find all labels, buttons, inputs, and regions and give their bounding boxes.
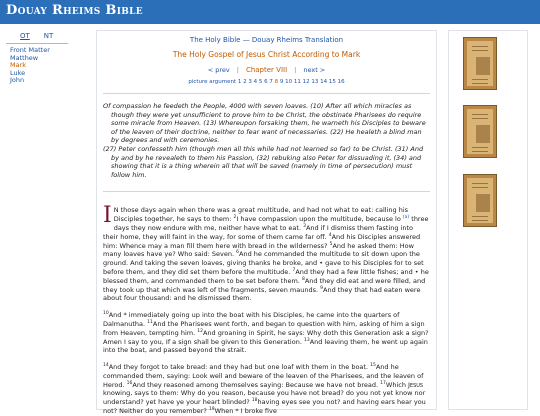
chapter-summary	[97, 94, 436, 179]
verse-number: 15	[370, 362, 376, 368]
drop-cap: I	[103, 203, 112, 229]
verse-text: And leaving them, he went up again into the boat, and passed beyond the strait.	[103, 337, 428, 355]
verse-number: 5	[329, 241, 333, 247]
verse-text: And groaning in Spirit, he says: Why doth this Generation ask a sign? Amen I say to you, If a sign shall be given to this Generation.	[103, 328, 429, 346]
verse-number: 7	[292, 267, 296, 273]
verse-text: And he commanded the multitude to sit down upon the ground. And taking the seven loaves, giving thanks he broke, and • gave to his Disciples for to set before them, and they did set them before the multitude.	[103, 250, 424, 276]
plate-image	[467, 109, 493, 154]
verse-number: 12	[197, 328, 203, 334]
picture-number-link[interactable]: 16	[337, 79, 345, 85]
plate-thumbnail[interactable]	[463, 37, 497, 90]
picture-number-link[interactable]: 1	[237, 79, 242, 85]
chapter-panel	[96, 30, 437, 416]
annotation-link[interactable]: (a)	[402, 214, 410, 220]
verse-text: And they did eat and were filled, and they took up that which was left of the fragments, seven maunds.	[103, 276, 426, 294]
verse-text: knowing, says to them: Why do you reason, because you have not bread? do you not yet know nor understand? yet have ye your heart blinded?	[103, 389, 426, 407]
verse-number: 9	[320, 285, 323, 291]
picture-number-link[interactable]: 6	[264, 79, 268, 85]
verse-text: having eyes see you not? and having ears hear you not? Neither do you remember?	[103, 398, 426, 416]
verse-text: Which	[385, 380, 406, 389]
book-title: The Holy Gospel of Jesus Christ According to Mark	[172, 50, 361, 59]
tab-divider	[6, 43, 68, 44]
picture-argument-label[interactable]: picture argument	[188, 79, 237, 85]
picture-number-link[interactable]: 15	[328, 79, 336, 85]
picture-number-link[interactable]: 14	[320, 79, 328, 85]
picture-number-link[interactable]: 12	[302, 79, 310, 85]
verse-text: And the Pharisees went forth, and began to question with him, asking of him a sign from Heaven, tempting him.	[103, 319, 425, 337]
divine-name: Jesus	[408, 380, 424, 389]
verse-number: 10	[103, 310, 109, 316]
picture-number-link[interactable]: 10	[285, 79, 293, 85]
tab-ot[interactable]: OT	[20, 32, 30, 40]
verse-text: And his Disciples answered him: Whence may a man fill them here with bread in the wilderness?	[103, 232, 421, 250]
book-link-luke[interactable]: Luke	[10, 68, 26, 77]
plate-thumbnail[interactable]	[463, 105, 497, 158]
verse-number: 17	[380, 380, 386, 386]
verse-number: 16	[126, 380, 133, 386]
verse-paragraph	[103, 363, 430, 416]
verse-number: 14	[103, 362, 109, 368]
verse-text: And they had a few little fishes; and • he blessed them, and commanded them to be set before them.	[103, 267, 429, 285]
prev-chapter-link[interactable]: < prev	[207, 66, 230, 74]
verse-text: And * immediately going up into the boat with his Disciples, he came into the quarters of Dalmanutha.	[103, 311, 400, 328]
verse-text: And if I dismiss them fasting into their home, they will faint in the way, for some of them came far off.	[103, 223, 414, 241]
verse-number: 4	[328, 232, 332, 238]
plate-thumbnails	[448, 30, 528, 410]
verse-number: 18	[251, 398, 258, 404]
book-link-front-matter[interactable]: Front Matter	[10, 46, 50, 54]
top-banner	[0, 0, 540, 24]
verse-number: 6	[236, 250, 240, 256]
picture-number-list	[238, 79, 345, 85]
book-link-john[interactable]: John	[10, 76, 25, 84]
chapter-header	[97, 31, 436, 89]
verse-text: When * I broke five	[214, 407, 277, 416]
testament-tabs	[6, 32, 70, 40]
summary-paragraph: (27) Peter confesseth him (though men all this while had not learned so far) to be Christ. (31) And by and by he revealeth to them his Passion, (32) rebuking also Peter for dissuading it, (34) and showing that it is a thing wherein all that will be saved (namely in time of persecution) must follow him.	[103, 144, 424, 179]
picture-number-link[interactable]: 8	[274, 79, 279, 85]
picture-number-link[interactable]: 9	[279, 79, 284, 85]
current-chapter: Chapter VIII	[245, 66, 288, 74]
nav-separator: |	[294, 66, 297, 74]
site-title[interactable]: Douay Rheims Bible	[6, 3, 143, 18]
plate-image	[467, 178, 493, 223]
picture-number-link[interactable]: 11	[293, 79, 301, 85]
verse-text: And they forgot to take bread: and they had but one loaf with them in the boat.	[108, 363, 369, 372]
book-sidebar	[6, 32, 70, 85]
tab-nt[interactable]: NT	[43, 32, 54, 40]
verse-number: 11	[147, 319, 153, 325]
picture-number-link[interactable]: 13	[311, 79, 319, 85]
picture-argument-nav	[97, 79, 436, 85]
chapter-text	[97, 203, 436, 416]
next-chapter-link[interactable]: next >	[303, 66, 326, 74]
verse-text: And they that had eaten were about four thousand: and he dismissed them.	[103, 285, 421, 303]
verse-number: 13	[303, 337, 310, 343]
verse-text: And he asked them: How many loaves have ye? Who said: Seven.	[103, 241, 414, 259]
nav-separator: |	[236, 66, 239, 74]
summary-paragraph: Of compassion he feedeth the People, 4000 with seven loaves. (10) After all which miracles as though they were yet unsufficient to prove him to be Christ, the obstinate Pharisees do require some miracle from Heaven. (13) Whereupon forsaking them, he warneth his Disciples to beware of the leaven of their doctrine, neither to fear want of necessaries. (22) He healeth a blind man by degrees and with ceremonies.	[103, 102, 426, 145]
book-link-matthew[interactable]: Matthew	[10, 53, 39, 62]
verse-paragraph	[103, 311, 430, 355]
verse-text: I have compassion upon the multitude, because lo	[236, 215, 401, 224]
picture-number-link[interactable]: 4	[253, 79, 258, 85]
chapter-nav	[97, 66, 436, 74]
plate-thumbnail[interactable]	[463, 174, 497, 227]
verse-text: And they reasoned among themselves saying: Because we have not bread.	[132, 380, 379, 389]
verse-text: N those days again when there was a great multitude, and had not what to eat: calling his Disciples together, he says to them:	[113, 206, 409, 224]
verse-text: three days they now endure with me, neither have what to eat.	[113, 215, 429, 232]
verse-number: 2	[233, 214, 237, 220]
verse-number: 19	[208, 406, 215, 412]
picture-number-link[interactable]: 2	[243, 79, 247, 85]
book-list	[6, 47, 70, 85]
verse-number: 8	[301, 276, 305, 282]
book-link-mark[interactable]: Mark	[10, 61, 27, 69]
picture-number-link[interactable]: 7	[269, 79, 273, 85]
verse-paragraph	[103, 203, 430, 303]
summary-divider	[103, 191, 430, 192]
picture-number-link[interactable]: 3	[248, 79, 252, 85]
bible-title[interactable]: The Holy Bible — Douay Rheims Translation	[189, 36, 344, 44]
plate-image	[467, 41, 493, 86]
verse-text: And he commanded them, saying: Look well and beware of the leaven of the Pharisees, and the leaven of Herod.	[103, 363, 424, 389]
verse-number: 3	[303, 223, 306, 229]
picture-number-link[interactable]: 5	[258, 79, 263, 85]
